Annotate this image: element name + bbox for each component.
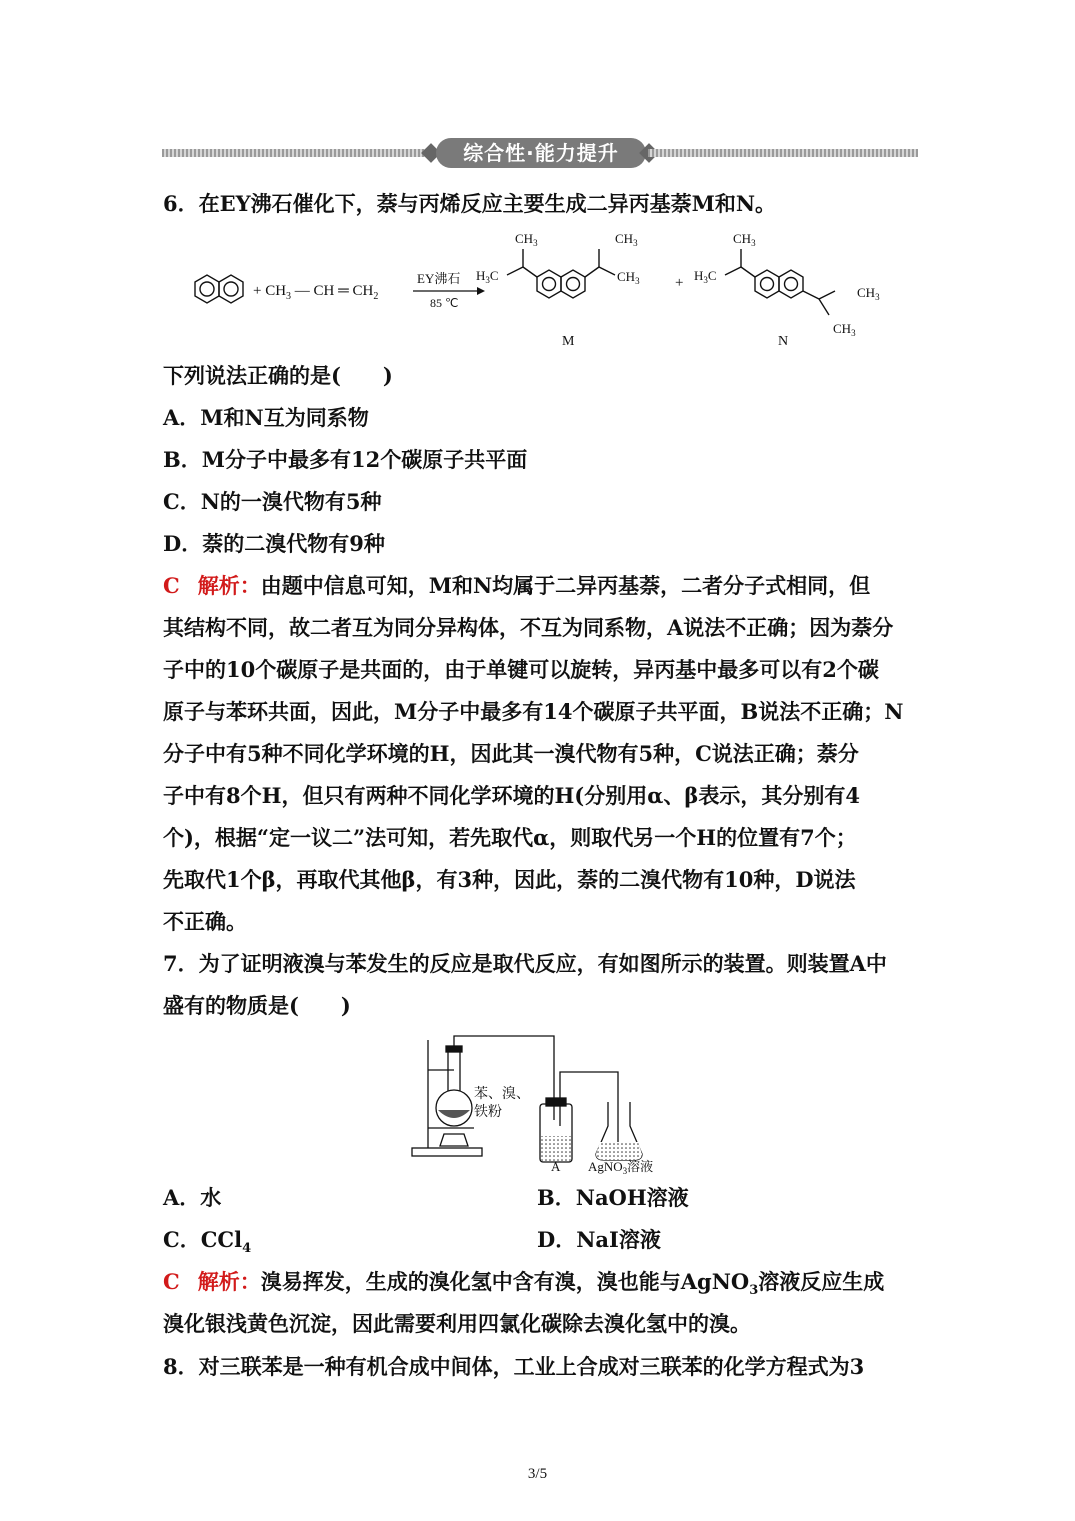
round-flask	[436, 1090, 472, 1126]
q6-option-d: D．萘的二溴代物有9种	[163, 531, 385, 556]
product-m-structure	[507, 249, 615, 298]
q6-analysis-line-1: C 解析：由题中信息可知，M和N均属于二异丙基萘，二者分子式相同，但	[163, 573, 871, 598]
q6-analysis-label: 解析：	[197, 573, 261, 598]
delivery-tube-1	[454, 1036, 554, 1120]
q7-option-a: A．水	[163, 1185, 222, 1210]
q7-analysis-line-2: 溴化银浅黄色沉淀，因此需要利用四氯化碳除去溴化氢中的溴。	[163, 1311, 751, 1336]
q6-stem: 6．在EY沸石催化下，萘与丙烯反应主要生成二异丙基萘M和N。	[163, 191, 777, 216]
q6-option-b: B．M分子中最多有12个碳原子共平面	[163, 447, 528, 472]
fig-label-a: A	[551, 1159, 561, 1174]
section-title: 综合性·能力提升	[436, 138, 646, 168]
catalyst-label: EY沸石	[417, 271, 461, 286]
m-h3c-left: $H_3C$	[476, 268, 499, 285]
q7-stem-line-1: 7．为了证明液溴与苯发生的反应是取代反应，有如图所示的装置。则装置A中	[163, 951, 887, 976]
q6-analysis-line-3: 子中的10个碳原子是共面的，由于单键可以旋转，异丙基中最多可以有2个碳	[163, 657, 879, 682]
banner-left-bar	[162, 149, 432, 157]
q6-analysis-line-7: 个)，根据“定一议二”法可知，若先取代α，则取代另一个H的位置有7个；	[163, 825, 857, 850]
q7-option-d: D．NaI溶液	[537, 1227, 661, 1252]
q7-answer: C	[163, 1269, 180, 1294]
q6-reaction-equation	[185, 225, 895, 355]
q6-analysis-line-5: 分子中有5种不同化学环境的H，因此其一溴代物有5种，C说法正确；萘分	[163, 741, 859, 766]
q6-analysis-line-6: 子中有8个H，但只有两种不同化学环境的H(分别用α、β表示，其分别有4	[163, 783, 860, 808]
q6-analysis-line-4: 原子与苯环共面，因此，M分子中最多有14个碳原子共平面，B说法不正确；N	[163, 699, 904, 724]
m-ch3-top-left: $CH_3$	[515, 231, 538, 248]
plus-sign: +	[675, 275, 684, 291]
propene-formula: + $CH_3$ — CH ═ $CH_2$	[253, 283, 379, 302]
m-ch3-top-right: $CH_3$	[615, 231, 638, 248]
n-ch3-bottom: $CH_3$	[833, 321, 856, 338]
q6-answer: C	[163, 573, 180, 598]
burner	[440, 1134, 468, 1146]
q8-stem: 8．对三联苯是一种有机合成中间体，工业上合成对三联苯的化学方程式为3	[163, 1354, 865, 1379]
temperature-label: 85 ℃	[430, 296, 459, 310]
page-number: 3/5	[527, 1466, 548, 1482]
naphthalene-structure	[195, 275, 243, 303]
n-ch3-top: $CH_3$	[733, 231, 756, 248]
q7-analysis-label: 解析：	[197, 1269, 261, 1294]
label-m: M	[562, 334, 575, 349]
q7-option-b: B．NaOH溶液	[537, 1185, 689, 1210]
section-banner	[162, 138, 918, 168]
q7-apparatus-diagram	[408, 1030, 678, 1175]
product-n-structure	[725, 249, 835, 315]
q7-option-c: C．CCl$_4$	[163, 1227, 252, 1257]
q6-ask: 下列说法正确的是( )	[163, 363, 393, 388]
label-n: N	[778, 334, 789, 349]
q6-option-a: A．M和N互为同系物	[163, 405, 369, 430]
n-h3c-left: $H_3C$	[694, 268, 717, 285]
fig-label-reagents-1: 苯、溴、	[474, 1087, 530, 1102]
q7-analysis-line-1: C 解析：溴易挥发，生成的溴化氢中含有溴，溴也能与AgNO$_3$溶液反应生成	[163, 1269, 885, 1299]
q6-analysis-line-2: 其结构不同，故二者互为同分异构体，不互为同系物，A说法不正确；因为萘分	[163, 615, 894, 640]
q6-option-c: C．N的一溴代物有5种	[163, 489, 382, 514]
m-ch3-right: $CH_3$	[617, 269, 640, 286]
q7-stem-line-2: 盛有的物质是( )	[163, 993, 351, 1018]
banner-right-bar	[648, 149, 918, 157]
n-ch3-right: $CH_3$	[857, 285, 880, 302]
q6-analysis-line-9: 不正确。	[163, 909, 247, 934]
fig-label-reagents-2: 铁粉	[474, 1105, 502, 1120]
fig-label-agno3: AgNO$_3$溶液	[588, 1159, 654, 1175]
stand-base	[412, 1148, 482, 1156]
q6-analysis-line-8: 先取代1个β，再取代其他β，有3种，因此，萘的二溴代物有10种，D说法	[163, 867, 856, 892]
